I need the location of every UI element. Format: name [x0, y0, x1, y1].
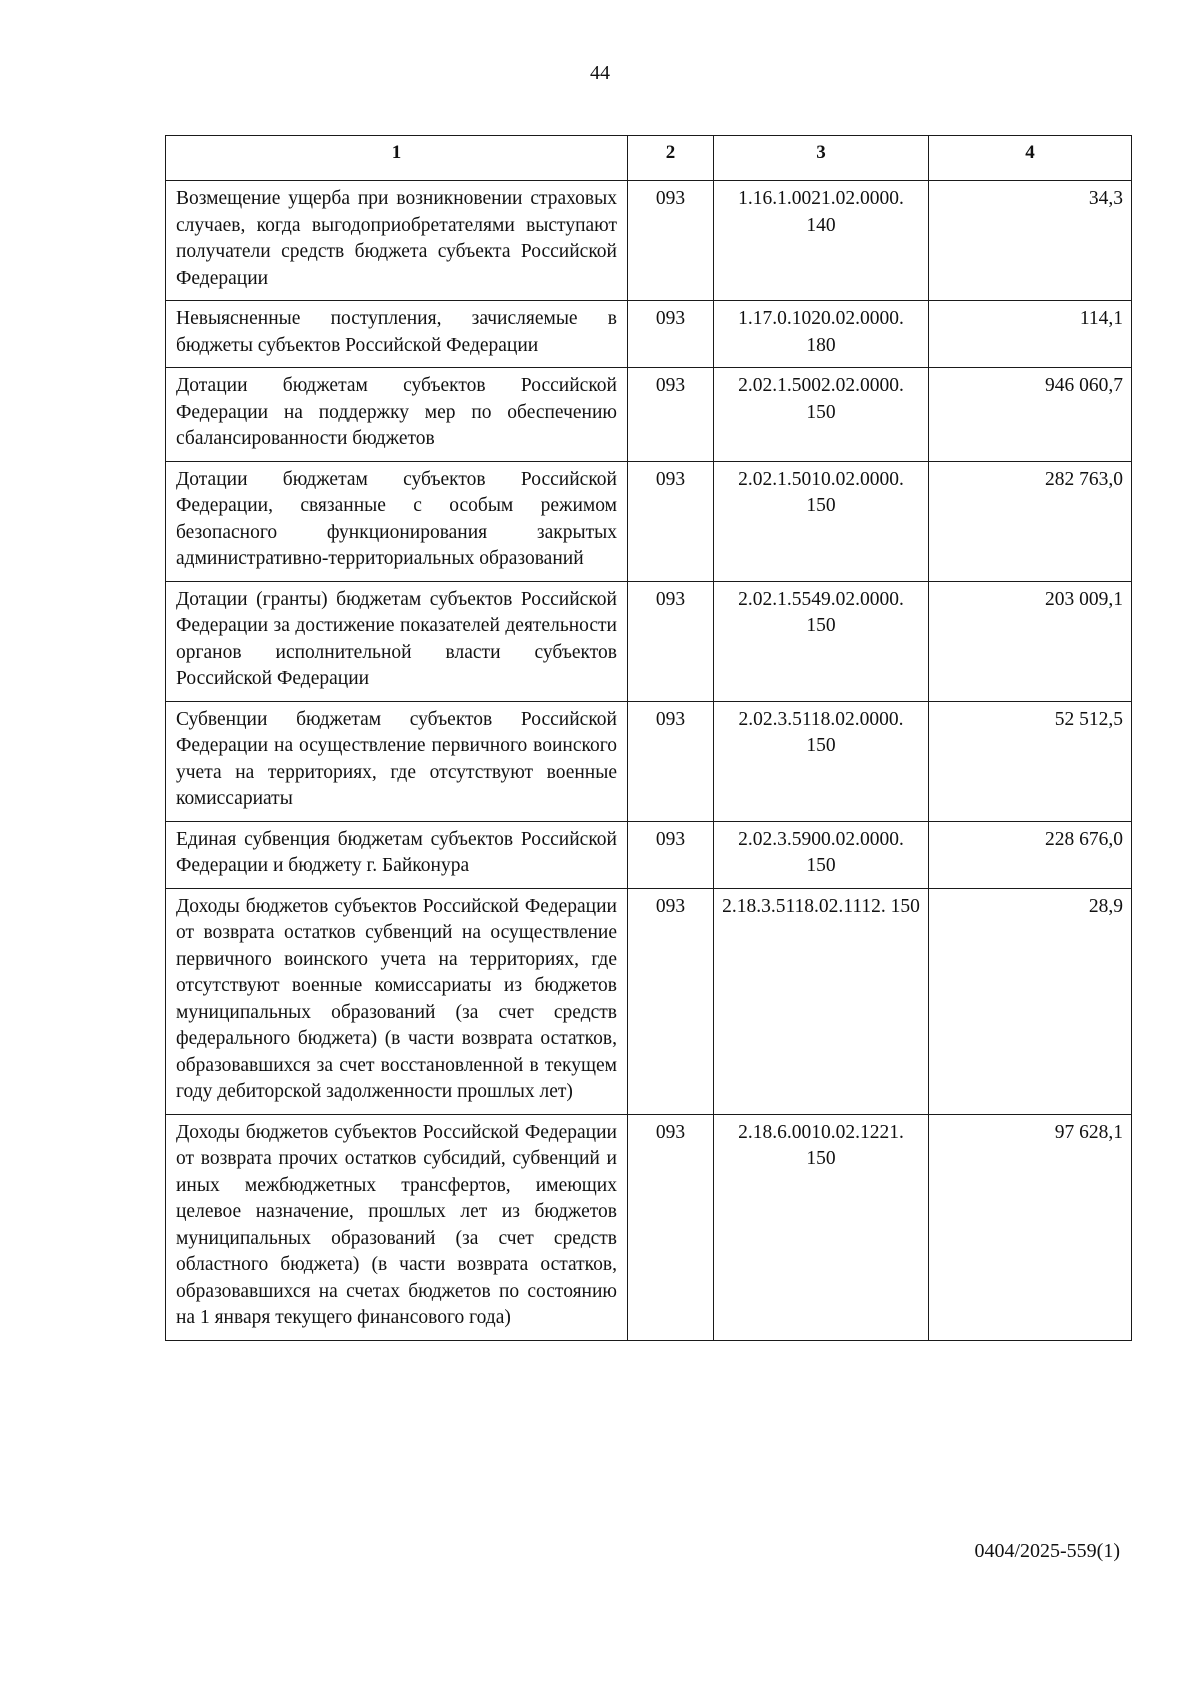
administrator-code: 093	[628, 821, 714, 888]
table-row	[166, 581, 1132, 701]
table-row	[166, 888, 1132, 1114]
column-header-2: 2	[628, 136, 714, 181]
table-row	[166, 368, 1132, 462]
classification-code: 1.16.1.0021.02.0000. 140	[714, 181, 929, 301]
column-header-1: 1	[166, 136, 628, 181]
amount: 946 060,7	[929, 368, 1132, 462]
document-reference-number: 0404/2025-559(1)	[974, 1540, 1120, 1562]
revenue-description: Дотации бюджетам субъектов Российской Федерации, связанные с особым режимом безопасного функционирования закрытых административно-территориальных образований	[166, 461, 628, 581]
classification-code: 2.18.3.5118.02.1112. 150	[714, 888, 929, 1114]
classification-code: 1.17.0.1020.02.0000. 180	[714, 301, 929, 368]
amount: 28,9	[929, 888, 1132, 1114]
classification-code: 2.02.3.5900.02.0000. 150	[714, 821, 929, 888]
revenue-description: Единая субвенция бюджетам субъектов Российской Федерации и бюджету г. Байконура	[166, 821, 628, 888]
revenue-description: Невыясненные поступления, зачисляемые в бюджеты субъектов Российской Федерации	[166, 301, 628, 368]
table-row	[166, 701, 1132, 821]
amount: 228 676,0	[929, 821, 1132, 888]
administrator-code: 093	[628, 701, 714, 821]
revenue-description: Дотации (гранты) бюджетам субъектов Российской Федерации за достижение показателей деятельности органов исполнительной власти субъектов Российской Федерации	[166, 581, 628, 701]
classification-code: 2.18.6.0010.02.1221. 150	[714, 1114, 929, 1340]
page-number: 44	[590, 62, 610, 84]
classification-code: 2.02.1.5002.02.0000. 150	[714, 368, 929, 462]
budget-revenue-table	[165, 135, 1132, 1341]
amount: 282 763,0	[929, 461, 1132, 581]
classification-code: 2.02.1.5549.02.0000. 150	[714, 581, 929, 701]
column-header-3: 3	[714, 136, 929, 181]
table-row	[166, 821, 1132, 888]
revenue-description: Доходы бюджетов субъектов Российской Федерации от возврата остатков субвенций на осуществление первичного воинского учета на территориях, где отсутствуют военные комиссариаты из бюджетов муниципальных образований (за счет средств федерального бюджета) (в части возврата остатков, образовавшихся за счет восстановленной в текущем году дебиторской задолженности прошлых лет)	[166, 888, 628, 1114]
column-header-4: 4	[929, 136, 1132, 181]
revenue-description: Дотации бюджетам субъектов Российской Федерации на поддержку мер по обеспечению сбалансированности бюджетов	[166, 368, 628, 462]
table-row	[166, 181, 1132, 301]
administrator-code: 093	[628, 461, 714, 581]
revenue-description: Возмещение ущерба при возникновении страховых случаев, когда выгодоприобретателями выступают получатели средств бюджета субъекта Российской Федерации	[166, 181, 628, 301]
table-row	[166, 1114, 1132, 1340]
administrator-code: 093	[628, 181, 714, 301]
amount: 203 009,1	[929, 581, 1132, 701]
amount: 97 628,1	[929, 1114, 1132, 1340]
table-row	[166, 461, 1132, 581]
administrator-code: 093	[628, 581, 714, 701]
table-row	[166, 301, 1132, 368]
administrator-code: 093	[628, 301, 714, 368]
revenue-description: Субвенции бюджетам субъектов Российской Федерации на осуществление первичного воинского учета на территориях, где отсутствуют военные комиссариаты	[166, 701, 628, 821]
amount: 114,1	[929, 301, 1132, 368]
table-header-row	[166, 136, 1132, 181]
administrator-code: 093	[628, 888, 714, 1114]
amount: 34,3	[929, 181, 1132, 301]
amount: 52 512,5	[929, 701, 1132, 821]
administrator-code: 093	[628, 1114, 714, 1340]
classification-code: 2.02.1.5010.02.0000. 150	[714, 461, 929, 581]
classification-code: 2.02.3.5118.02.0000. 150	[714, 701, 929, 821]
administrator-code: 093	[628, 368, 714, 462]
revenue-description: Доходы бюджетов субъектов Российской Федерации от возврата прочих остатков субсидий, субвенций и иных межбюджетных трансфертов, имеющих целевое назначение, прошлых лет из бюджетов муниципальных образований (за счет средств областного бюджета) (в части возврата остатков, образовавшихся на счетах бюджетов по состоянию на 1 января текущего финансового года)	[166, 1114, 628, 1340]
